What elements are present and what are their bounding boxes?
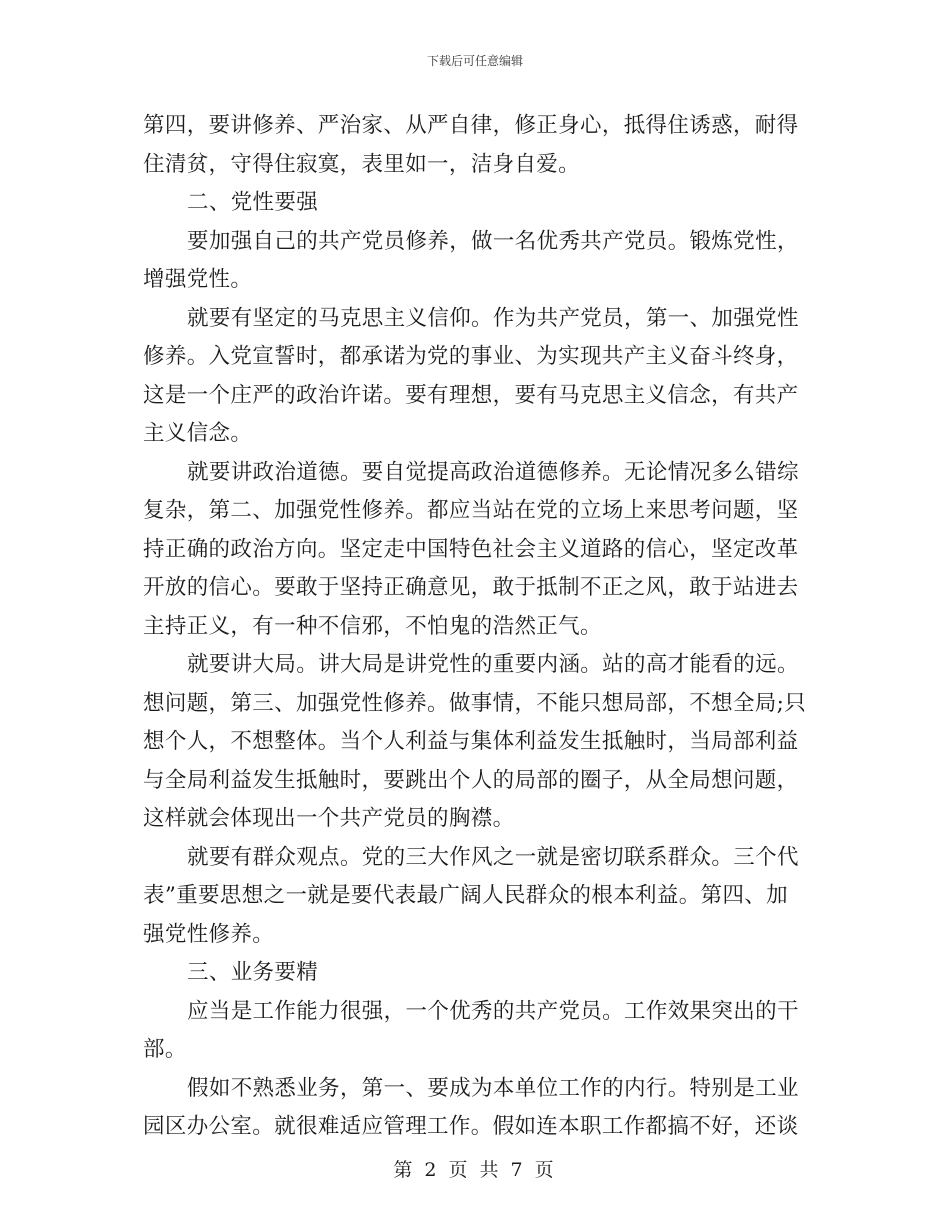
text-line: 就要有坚定的马克思主义信仰。作为共产党员，第一、加强党性: [187, 305, 799, 331]
text-line: 复杂，第二、加强党性修养。都应当站在党的立场上来思考问题，坚: [143, 498, 799, 523]
text-line: 三、业务要精: [187, 960, 319, 985]
text-line: 想问题，第三、加强党性修养。做事情，不能只想局部，不想全局;只: [143, 690, 807, 716]
text-line: 想个人，不想整体。当个人利益与集体利益发生抵触时，当局部利益: [143, 729, 799, 754]
text-line: 这是一个庄严的政治许诺。要有理想，要有马克思主义信念，有共产: [143, 382, 799, 408]
text-line: 就要有群众观点。党的三大作风之一就是密切联系群众。三个代: [187, 844, 799, 870]
text-line: 部。: [143, 1037, 187, 1062]
text-line: 主持正义，有一种不信邪，不怕鬼的浩然正气。: [143, 613, 602, 639]
text-line: 与全局利益发生抵触时，要跳出个人的局部的圈子，从全局想问题，: [143, 767, 799, 793]
text-line: 持正确的政治方向。坚定走中国特色社会主义道路的信心，坚定改革: [143, 536, 799, 562]
text-line: 就要讲政治道德。要自觉提高政治道德修养。无论情况多么错综: [187, 459, 799, 485]
text-line: 园区办公室。就很难适应管理工作。假如连本职工作都搞不好，还谈: [143, 1114, 799, 1139]
text-line: 应当是工作能力很强，一个优秀的共产党员。工作效果突出的干: [187, 998, 799, 1024]
text-line: 第四，要讲修养、严治家、从严自律，修正身心，抵得住诱惑，耐得: [143, 113, 799, 138]
text-line: 这样就会体现出一个共产党员的胸襟。: [143, 806, 515, 831]
text-line: 开放的信心。要敢于坚持正确意见，敢于抵制不正之风，敢于站进去: [143, 575, 799, 600]
text-line: 假如不熟悉业务，第一、要成为本单位工作的内行。特别是工业: [187, 1075, 799, 1101]
text-line: 住清贫，守得住寂寞，表里如一，洁身自爱。: [143, 151, 581, 177]
text-line: 主义信念。: [143, 421, 253, 446]
text-line: 要加强自己的共产党员修养，做一名优秀共产党员。锻炼党性，: [187, 228, 799, 254]
text-line: 就要讲大局。讲大局是讲党性的重要内涵。站的高才能看的远。: [187, 652, 799, 677]
text-line: 表”重要思想之一就是要代表最广阔人民群众的根本利益。第四、加: [143, 883, 788, 908]
text-line: 强党性修养。: [143, 921, 275, 947]
text-line: 修养。入党宣誓时，都承诺为党的事业、为实现共产主义奋斗终身，: [143, 344, 799, 369]
document-body: [143, 107, 805, 1147]
text-line: 增强党性。: [143, 267, 253, 292]
page-header: 下载后可任意编辑: [426, 54, 523, 68]
page-footer: 第 2 页 共 7 页: [393, 1159, 557, 1181]
text-line: 二、党性要强: [187, 190, 319, 215]
